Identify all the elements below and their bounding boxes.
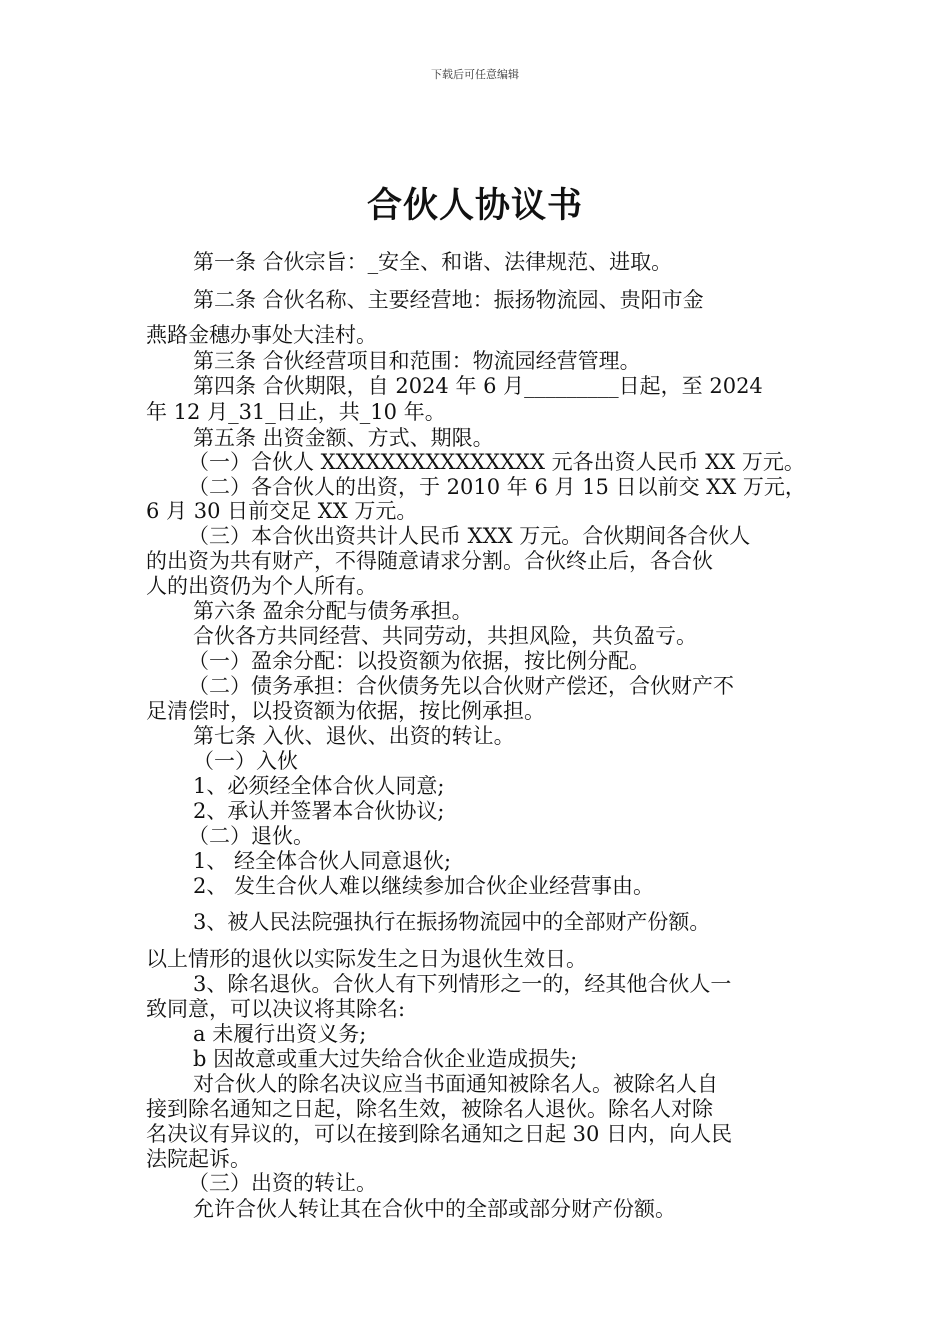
article-7-3-para: 允许合伙人转让其在合伙中的全部或部分财产份额。 xyxy=(193,1197,676,1221)
expulsion-notice-cont: 接到除名通知之日起，除名生效，被除名人退伙。除名人对除 xyxy=(146,1097,713,1121)
article-6: 第六条 盈余分配与债务承担。 xyxy=(193,599,473,623)
article-7-section-2: （二）退伙。 xyxy=(188,824,314,848)
header-note: 下载后可任意编辑 xyxy=(431,68,519,81)
article-7: 第七条 入伙、退伙、出资的转让。 xyxy=(193,724,515,748)
article-7-2-item-2: 2、 发生合伙人难以继续参加合伙企业经营事由。 xyxy=(193,874,655,898)
article-6-para: 合伙各方共同经营、共同劳动，共担风险，共负盈亏。 xyxy=(193,624,697,648)
article-6-item-2-cont: 足清偿时，以投资额为依据，按比例承担。 xyxy=(146,699,545,723)
article-1: 第一条 合伙宗旨：_安全、和谐、法律规范、进取。 xyxy=(193,250,673,274)
document-title: 合伙人协议书 xyxy=(366,185,583,226)
article-7-2-item-1: 1、 经全体合伙人同意退伙; xyxy=(193,849,452,873)
article-5-item-3-cont: 的出资为共有财产，不得随意请求分割。合伙终止后，各合伙 xyxy=(146,549,713,573)
expulsion-item-a: a 未履行出资义务; xyxy=(193,1022,367,1046)
article-7-2-effective: 以上情形的退伙以实际发生之日为退伙生效日。 xyxy=(146,947,587,971)
article-4: 第四条 合伙期限，自 2024 年 6 月_________日起，至 2024 xyxy=(193,374,763,398)
article-5-item-1: （一）合伙人 XXXXXXXXXXXXXXX 元各出资人民币 XX 万元。 xyxy=(188,450,805,474)
article-5-item-2-cont: 6 月 30 日前交足 XX 万元。 xyxy=(146,499,418,523)
article-5: 第五条 出资金额、方式、期限。 xyxy=(193,426,494,450)
article-2: 第二条 合伙名称、主要经营地：振扬物流园、贵阳市金 xyxy=(193,288,704,312)
article-7-2-item-3: 3、被人民法院强执行在振扬物流园中的全部财产份额。 xyxy=(193,910,711,934)
article-6-item-2: （二）债务承担：合伙债务先以合伙财产偿还，合伙财产不 xyxy=(188,674,734,698)
article-7-1-item-2: 2、承认并签署本合伙协议; xyxy=(193,799,445,823)
article-5-item-3: （三）本合伙出资共计人民币 XXX 万元。合伙期间各合伙人 xyxy=(188,524,751,548)
expulsion-notice-cont: 法院起诉。 xyxy=(146,1147,251,1171)
article-5-item-2: （二）各合伙人的出资，于 2010 年 6 月 15 日以前交 XX 万元， xyxy=(188,475,806,499)
expulsion-notice-cont: 名决议有异议的，可以在接到除名通知之日起 30 日内，向人民 xyxy=(146,1122,733,1146)
expulsion-notice: 对合伙人的除名决议应当书面通知被除名人。被除名人自 xyxy=(193,1072,718,1096)
article-7-section-3: （三）出资的转让。 xyxy=(188,1171,377,1195)
article-4-cont: 年 12 月_31_日止，共_10 年。 xyxy=(146,400,446,424)
article-3: 第三条 合伙经营项目和范围：物流园经营管理。 xyxy=(193,349,641,373)
article-7-2-expulsion: 3、除名退伙。合伙人有下列情形之一的，经其他合伙人一 xyxy=(193,972,732,996)
article-7-section-1: （一）入伙 xyxy=(193,749,298,773)
article-5-item-3-cont: 人的出资仍为个人所有。 xyxy=(146,574,377,598)
article-6-item-1: （一）盈余分配：以投资额为依据，按比例分配。 xyxy=(188,649,650,673)
expulsion-item-b: b 因故意或重大过失给合伙企业造成损失; xyxy=(193,1047,578,1071)
article-2-cont: 燕路金穗办事处大洼村。 xyxy=(146,323,377,347)
article-7-2-expulsion-cont: 致同意，可以决议将其除名: xyxy=(146,997,406,1021)
article-7-1-item-1: 1、必须经全体合伙人同意; xyxy=(193,774,445,798)
